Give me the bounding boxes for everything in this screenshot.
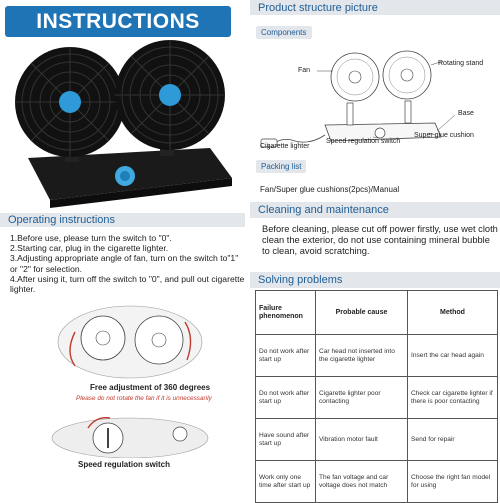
table-cell: The fan voltage and car voltage does not match	[316, 461, 408, 503]
label-base: Base	[458, 110, 474, 117]
product-structure-header	[250, 0, 500, 15]
caption-adjustment: Free adjustment of 360 degrees	[90, 383, 211, 392]
table-cell: Vibration motor fault	[316, 419, 408, 461]
table-row	[256, 377, 498, 419]
column-header: Method	[408, 291, 498, 335]
problems-table	[255, 290, 498, 503]
step-item: 1.Before use, please turn the switch to "0".	[10, 233, 172, 243]
packing-list-text: Fan/Super glue cushions(2pcs)/Manual	[260, 185, 400, 194]
dual-fan-photo	[10, 40, 242, 208]
table-cell: Work only one time after start up	[256, 461, 316, 503]
caption-warning: Please do not rotate the fan if it is unnecessarily	[76, 395, 212, 402]
packing-list-label: Packing list	[261, 162, 302, 171]
rotation-illustration	[55, 302, 205, 380]
table-cell: Choose the right fan model for using	[408, 461, 498, 503]
label-rotating-stand: Rotating stand	[438, 60, 484, 67]
column-header: Probable cause	[316, 291, 408, 335]
instructions-title: INSTRUCTIONS	[36, 9, 200, 33]
step-item: 3.Adjusting appropriate angle of fan, turn on the switch to"1" or "2" for selection.	[10, 253, 239, 274]
step-item: 2.Starting car, plug in the cigarette lighter.	[10, 243, 169, 254]
components-tag	[256, 26, 312, 39]
label-speed-switch: Speed regulation switch	[326, 138, 401, 145]
table-header-row	[256, 291, 498, 335]
table-cell: Cigarette lighter poor contacting	[316, 377, 408, 419]
cleaning-title: Cleaning and maintenance	[258, 204, 389, 216]
cleaning-text: Before cleaning, please cut off power firstly, use wet cloth clean the exterior, do not use containing mineral bubble to clean, avoid scratching.	[262, 224, 498, 257]
product-structure-title: Product structure picture	[258, 1, 378, 14]
column-header: Failure phenomenon	[256, 291, 316, 335]
operating-instructions-header	[0, 213, 245, 227]
table-row	[256, 461, 498, 503]
step-item: 4.After using it, turn off the switch to "0", and pull out cigarette lighter.	[10, 273, 245, 295]
table-cell: Car head not inserted into the cigarette lighter	[316, 335, 408, 377]
table-cell: Do not work after start up	[256, 335, 316, 377]
solving-problems-header	[250, 272, 500, 288]
components-label: Components	[261, 28, 307, 37]
table-row	[256, 419, 498, 461]
operating-instructions-title: Operating instructions	[8, 214, 115, 226]
table-cell: Send for repair	[408, 419, 498, 461]
packing-list-tag	[256, 160, 306, 173]
operating-steps	[10, 233, 245, 294]
label-fan: Fan	[298, 67, 311, 74]
label-super-glue: Super glue cushion	[414, 132, 474, 139]
speed-switch-illustration	[50, 408, 210, 458]
table-cell: Have sound after start up	[256, 419, 316, 461]
instructions-banner	[5, 6, 231, 37]
table-cell: Insert the car head again	[408, 335, 498, 377]
solving-problems-title: Solving problems	[258, 274, 343, 286]
table-cell: Do not work after start up	[256, 377, 316, 419]
cleaning-header	[250, 202, 500, 218]
label-cigarette-lighter: Cigarette lighter	[260, 143, 310, 150]
table-row	[256, 335, 498, 377]
table-cell: Check car cigarette lighter if there is poor contacting	[408, 377, 498, 419]
caption-speed-switch: Speed regulation switch	[78, 460, 171, 469]
